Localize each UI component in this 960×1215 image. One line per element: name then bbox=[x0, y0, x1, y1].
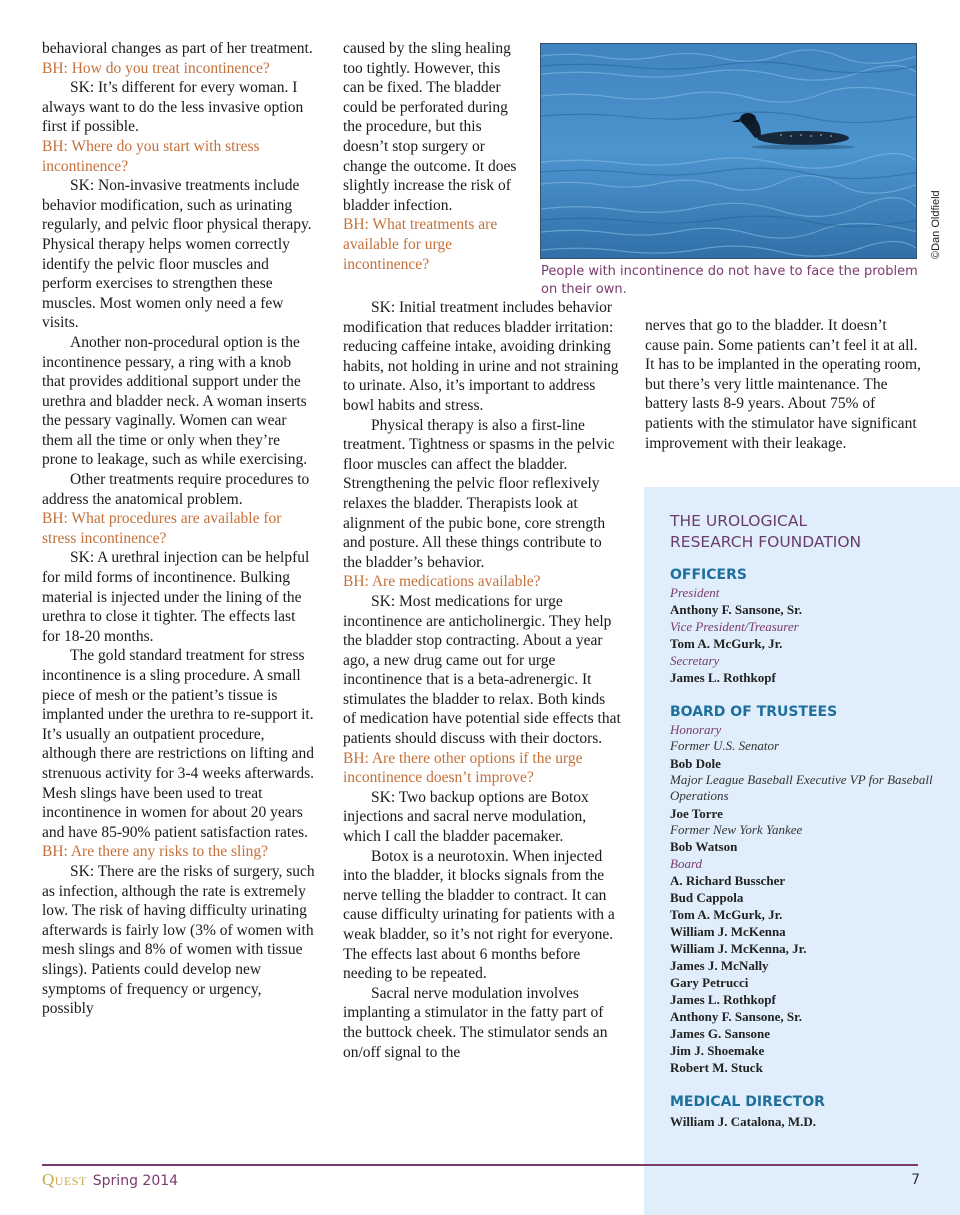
column-1 bbox=[42, 39, 316, 1019]
interview-question: BH: What procedures are available for stress incontinence? bbox=[42, 510, 282, 547]
board-heading: BOARD OF TRUSTEES bbox=[670, 704, 838, 720]
board-member: Bud Cappola bbox=[670, 890, 744, 905]
medical-director-heading: MEDICAL DIRECTOR bbox=[670, 1094, 825, 1110]
page-number: 7 bbox=[911, 1172, 920, 1188]
board-member: Anthony F. Sansone, Sr. bbox=[670, 1009, 802, 1024]
officers-heading: OFFICERS bbox=[670, 567, 747, 583]
body-paragraph: SK: Initial treatment includes behavior modification that reduces bladder irritation: reducing caffeine intake, avoiding drinking habits, not holding in urine and not straining to urinate. Also, it’s important to address bowl habits and stress. bbox=[343, 299, 619, 414]
board-list bbox=[670, 872, 950, 1076]
board-member: Robert M. Stuck bbox=[670, 1060, 763, 1075]
body-paragraph: SK: It’s different for every woman. I always want to do the less invasive option first if possible. bbox=[42, 79, 304, 136]
body-paragraph: Physical therapy is also a first-line treatment. Tightness or spasms in the pelvic floor muscles can affect the bladder. Strengthening the pelvic floor reflexively relaxes the bladder. Therapists look at alignment of the pubic bone, core strength and posture. All these things contribute to the bladder’s behavior. bbox=[343, 416, 615, 571]
board-member: A. Richard Busscher bbox=[670, 873, 786, 888]
honorary-label: Honorary bbox=[670, 722, 722, 737]
body-paragraph: Botox is a neurotoxin. When injected into the bladder, it blocks signals from the nerve telling the bladder to contract. It can cause difficulty urinating for patients with a weak bladder, so it’s not right for everyone. The effects last about 6 months before needing to be repeated. bbox=[343, 847, 615, 983]
board-member: Jim J. Shoemake bbox=[670, 1043, 765, 1058]
body-paragraph: behavioral changes as part of her treatment. bbox=[42, 40, 313, 57]
board-member: James L. Rothkopf bbox=[670, 992, 776, 1007]
body-paragraph: nerves that go to the bladder. It doesn’t cause pain. Some patients can’t feel it at all. It has to be implanted in the operating room, but there’s very little maintenance. The battery lasts 8-9 years. About 75% of patients with the stimulator have significant improvement with their leakage. bbox=[645, 317, 921, 452]
board-member: Tom A. McGurk, Jr. bbox=[670, 907, 783, 922]
loon-photo-image bbox=[541, 44, 917, 259]
interview-question: BH: How do you treat incontinence? bbox=[42, 59, 270, 77]
foundation-sidebar bbox=[644, 487, 960, 1215]
body-paragraph: SK: There are the risks of surgery, such as infection, although the rate is extremely low. The risk of having difficulty urinating afterwards is fairly low (3% of women with mesh slings and 8% of women with tissue slings). Patients could develop new symptoms of frequency or urgency, possibly bbox=[42, 862, 315, 1018]
honorary-title: Major League Baseball Executive VP for Baseball Operations bbox=[670, 771, 933, 803]
board-label: Board bbox=[670, 856, 703, 871]
board-member: William J. McKenna bbox=[670, 924, 786, 939]
officer-role: Secretary bbox=[670, 653, 720, 668]
body-paragraph: caused by the sling healing too tightly. However, this can be fixed. The bladder could be perforated during the procedure, but this doesn’t stop surgery or change the outcome. It does slightly increase the risk of bladder infection. bbox=[343, 40, 517, 214]
honorary-name: Joe Torre bbox=[670, 805, 723, 821]
honorary-title: Former New York Yankee bbox=[670, 821, 803, 837]
officer-name: Tom A. McGurk, Jr. bbox=[670, 636, 783, 651]
photo-credit: ©Dan Oldfield bbox=[930, 190, 942, 259]
issue-date: Spring 2014 bbox=[92, 1173, 179, 1189]
photo-caption: People with incontinence do not have to face the problem on their own. bbox=[541, 264, 918, 297]
officer-role: Vice President/Treasurer bbox=[670, 619, 799, 634]
board-member: Gary Petrucci bbox=[670, 975, 749, 990]
board-member: James G. Sansone bbox=[670, 1026, 771, 1041]
honorary-list bbox=[670, 738, 950, 855]
board-member: James J. McNally bbox=[670, 958, 769, 973]
interview-question: BH: What treatments are available for urge incontinence? bbox=[343, 216, 498, 273]
loon-photo bbox=[540, 43, 917, 259]
body-paragraph: SK: A urethral injection can be helpful for mild forms of incontinence. Bulking material is injected under the lining of the urethra to close it tighter. The effects last for 18-20 months. bbox=[42, 549, 310, 645]
officer-name: Anthony F. Sansone, Sr. bbox=[670, 602, 802, 617]
body-paragraph: SK: Most medications for urge incontinence are anticholinergic. They help the bladder stop contracting. About a year ago, a new drug came out for urge incontinence that is a beta-adrenergic. It stimulates the bladder to relax. Both kinds of medication have potential side effects that patients should discuss with their doctors. bbox=[343, 592, 621, 748]
honorary-title: Former U.S. Senator bbox=[670, 738, 780, 753]
body-paragraph: SK: Non-invasive treatments include behavior modification, such as urinating regularly, and pelvic floor physical therapy. Physical therapy helps women correctly identify the pelvic floor muscles and perform exercises to strengthen these muscles. Most women only need a few visits. bbox=[42, 177, 312, 332]
column-2-top bbox=[343, 39, 523, 274]
sidebar-title: THE UROLOGICAL RESEARCH FOUNDATION bbox=[670, 512, 862, 551]
page-footer bbox=[42, 1170, 920, 1191]
footer-rule bbox=[42, 1164, 918, 1166]
officer-role: President bbox=[670, 585, 720, 600]
publication-name: Quest bbox=[42, 1170, 87, 1189]
column-2-bottom bbox=[343, 298, 621, 1062]
honorary-name: Bob Dole bbox=[670, 755, 721, 771]
interview-question: BH: Where do you start with stress incontinence? bbox=[42, 137, 260, 175]
column-3 bbox=[645, 316, 923, 453]
officer-name: James L. Rothkopf bbox=[670, 670, 776, 685]
interview-question: BH: Are there other options if the urge incontinence doesn’t improve? bbox=[343, 749, 583, 787]
interview-question: BH: Are medications available? bbox=[343, 573, 541, 591]
medical-director-name: William J. Catalona, M.D. bbox=[670, 1114, 817, 1129]
body-paragraph: The gold standard treatment for stress incontinence is a sling procedure. A small piece of mesh or the patient’s tissue is implanted under the urethra to re-support it. It’s usually an outpatient procedure, although there are restrictions on lifting and strenuous activity for 3-4 weeks afterwards. Mesh slings have been used to treat incontinence in women for about 20 years and have 85-90% patient satisfaction rates. bbox=[42, 647, 315, 841]
body-paragraph: SK: Two backup options are Botox injections and sacral nerve modulation, which I call the bladder pacemaker. bbox=[343, 788, 589, 846]
board-member: William J. McKenna, Jr. bbox=[670, 941, 807, 956]
body-paragraph: Sacral nerve modulation involves implanting a stimulator in the fatty part of the buttock cheek. The stimulator sends an on/off signal to the bbox=[343, 984, 608, 1061]
body-paragraph: Another non-procedural option is the incontinence pessary, a ring with a knob that provides additional support under the urethra and bladder neck. A woman inserts the pessary vaginally. Women can wear them all the time or only when they’re prone to leakage, such as while exercising. bbox=[42, 333, 308, 469]
officers-list bbox=[670, 584, 950, 686]
honorary-name: Bob Watson bbox=[670, 839, 738, 854]
interview-question: BH: Are there any risks to the sling? bbox=[42, 843, 268, 861]
body-paragraph: Other treatments require procedures to address the anatomical problem. bbox=[42, 471, 310, 508]
